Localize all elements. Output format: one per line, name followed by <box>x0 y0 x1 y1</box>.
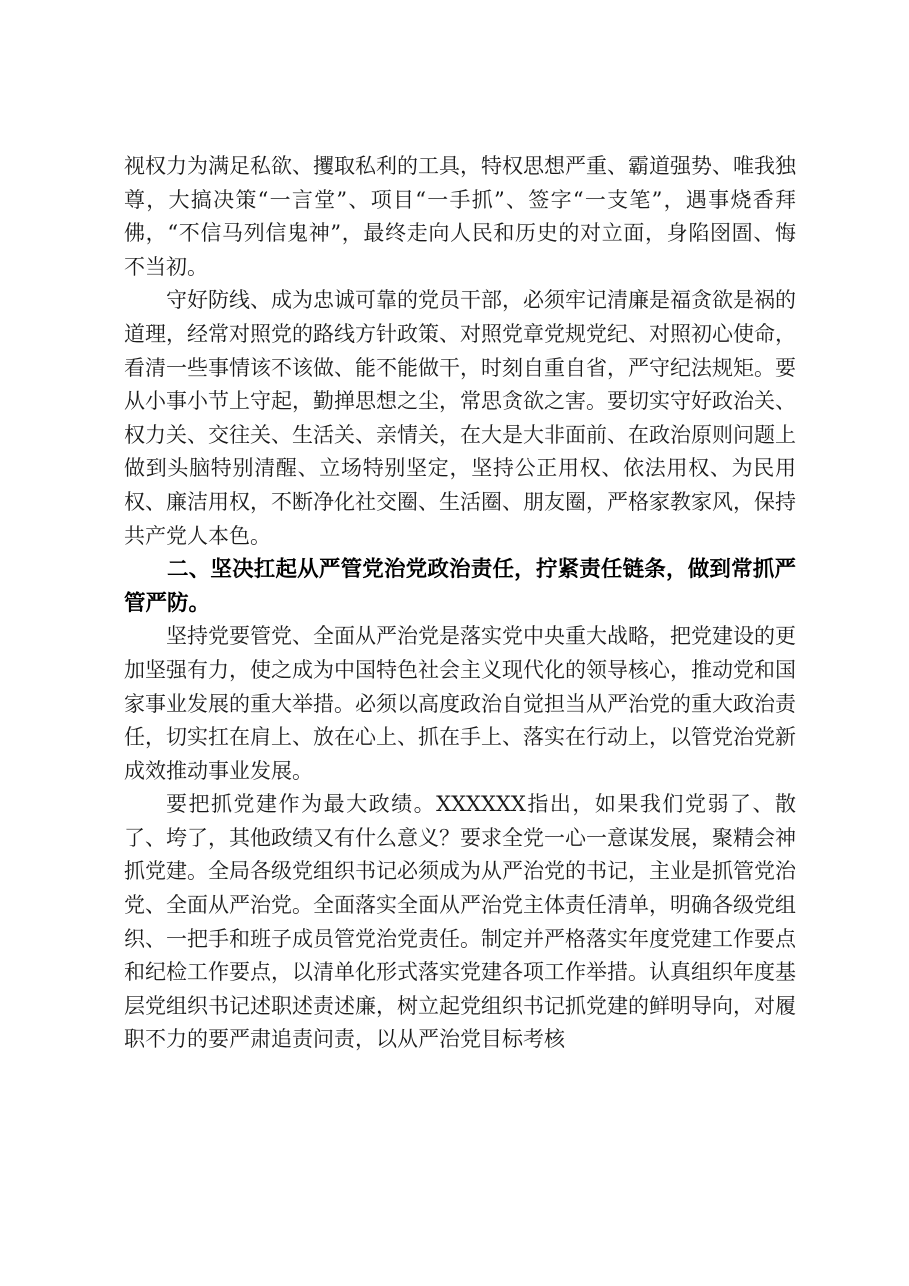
document-body <box>124 150 796 1057</box>
paragraph-party-building: 要把抓党建作为最大政绩。XXXXXX指出，如果我们党弱了、散了、垮了，其他政绩又有什么意义？要求全党一心一意谋发展，聚精会神抓党建。全局各级党组织书记必须成为从严治党的书记，主业是抓管党治党、全面从严治党。全面落实全面从严治党主体责任清单，明确各级党组织、一把手和班子成员管党治党责任。制定并严格落实年度党建工作要点和纪检工作要点，以清单化形式落实党建各项工作举措。认真组织年度基层党组织书记述职述责述廉，树立起党组织书记抓党建的鲜明导向，对履职不力的要严肃追责问责，以从严治党目标考核 <box>124 792 796 1052</box>
paragraph-continuation: 视权力为满足私欲、攫取私利的工具，特权思想严重、霸道强势、唯我独尊，大搞决策“一言堂”、项目“一手抓”、签字“一支笔”，遇事烧香拜佛，“不信马列信鬼神”，最终走向人民和历史的对立面，身陷囹圄、悔不当初。 <box>124 154 796 279</box>
paragraph-strict-governance: 坚持党要管党、全面从严治党是落实党中央重大战略，把党建设的更加坚强有力，使之成为中国特色社会主义现代化的领导核心，推动党和国家事业发展的重大举措。必须以高度政治自觉担当从严治党的重大政治责任，切实扛在肩上、放在心上、抓在手上、落实在行动上，以管党治党新成效推动事业发展。 <box>124 624 796 783</box>
section-heading-two: 二、坚决扛起从严管党治党政治责任，拧紧责任链条，做到常抓严管严防。 <box>124 557 796 616</box>
paragraph-guard-defense: 守好防线、成为忠诚可靠的党员干部，必须牢记清廉是福贪欲是祸的道理，经常对照党的路线方针政策、对照党章党规党纪、对照初心使命，看清一些事情该不该做、能不能做干，时刻自重自省，严守纪法规矩。要从小事小节上守起，勤掸思想之尘，常思贪欲之害。要切实守好政治关、权力关、交往关、生活关、亲情关，在大是大非面前、在政治原则问题上做到头脑特别清醒、立场特别坚定，坚持公正用权、依法用权、为民用权、廉洁用权，不断净化社交圈、生活圈、朋友圈，严格家教家风，保持共产党人本色。 <box>124 288 796 548</box>
